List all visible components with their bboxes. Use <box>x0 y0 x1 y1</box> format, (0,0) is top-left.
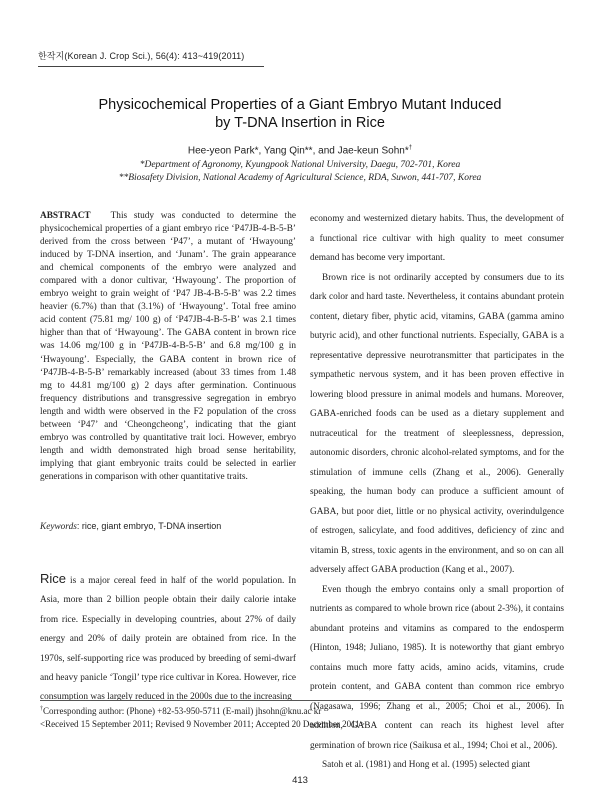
affiliation-2: **Biosafety Division, National Academy of Agricultural Science, RDA, Suwon, 441-707, Korea <box>118 173 482 183</box>
abstract-text: This study was conducted to determine the physicochemical properties of a giant embryo rice ‘P47JB-4-B-5-B’ derived from the cross between ‘P47’, a mutant of ‘Hwayoung’ induced by T-DNA insertion, and ‘Junam’. The grain appearance and chemical components of the embryo were analyzed and compared with a donor cultivar, ‘Hwayoung’. The proportion of embryo weight to grain weight of ‘P47 JB-4-B-5-B’ was 2.2 times heavier (6.7%) than that (3.1%) of ‘Hwayoung’. Total free amino acid content (75.81 mg/ 100 g) of ‘P47JB-4-B-5-B’ was 2.1 times higher than that of ‘Hwayoung’. The GABA content in brown rice was 14.06 mg/100 g in ‘P47JB-4-B-5-B’ and 6.8 mg/100 g in ‘Hwayoung’. Especially, the GABA content in brown rice of ‘P47JB-4-B-5-B’ remarkably increased (about 33 times from 1.48 mg to 44.81 mg/100 g) 2 days after germination. Continuous frequency distributions and transgressive segregation in embryo length and width were observed in the F2 population of the cross between ‘P47’ and ‘Cheongcheong’, indicating that the giant embryo was controlled by quantitative trait loci. However, embryo length and width demonstrated high broad sense heritability, implying that giant embryonic traits could be selected in earlier generations in comparison with other quantitative traits. <box>40 211 296 482</box>
affiliation-1: *Department of Agronomy, Kyungpook National University, Daegu, 702-701, Korea <box>139 160 461 170</box>
right-paragraph-2: Brown rice is not ordinarily accepted by consumers due to its dark color and hard taste. Nevertheless, it contains abundant protein content, dietary fiber, phytic acid, vitamins, GABA (gamma amino butyric acid), and other functional nutrients. Especially, GABA is a representative depressive neurotransmitter that participates in the sympathetic nervous system, and it has been proven effective in lowering blood pressure in animal models and humans. Moreover, GABA-enriched foods can be used as a dietary supplement and nutraceutical for the treatment of sleeplessness, depression, autonomic disorders, chronic alcohol-related symptoms, and for the stimulation of immune cells (Zhang et al., 2006). Generally speaking, the human body can produce a sufficient amount of GABA, but poor diet, little or no physical activity, overindulgence of estrogen, salicylate, and food additives, deficiency of zinc and vitamin B, stress, toxic agents in the environment, and so on can all adversely affect GABA production (Kang et al., 2007). <box>310 272 564 575</box>
intro-left-text: is a major cereal feed in half of the world population. In Asia, more than 2 billion people obtain their daily calorie intake from rice. Especially in developing countries, about 27% of daily energy and 20% of daily protein are obtained from rice. In the 1970s, self-supporting rice was produced by breeding of semi-dwarf and heavy panicle ‘Tongil’ type rice cultivar in Korea. However, rice consumption was largely reduced in the 2000s due to the increasing <box>40 576 297 703</box>
corresponding-mark: † <box>408 145 413 151</box>
footnote-corresponding-text: Corresponding author: (Phone) +82-53-950-5711 (E-mail) jhsohn@knu.ac kr <box>43 706 322 716</box>
introduction-left-column <box>40 569 296 708</box>
footnote-mark: † <box>40 706 43 712</box>
footnote-corresponding <box>40 706 321 716</box>
abstract-label: ABSTRACT <box>40 211 91 221</box>
right-paragraph-4: Satoh et al. (1981) and Hong et al. (1995) selected giant <box>322 760 531 770</box>
author-list <box>0 145 600 156</box>
page-number: 413 <box>292 775 308 786</box>
footnote-divider <box>40 700 562 701</box>
intro-first-word: Rice <box>40 571 67 586</box>
keywords-text: : rice, giant embryo, T-DNA insertion <box>76 521 222 531</box>
title-line-2: by T-DNA Insertion in Rice <box>215 115 385 131</box>
right-paragraph-3: Even though the embryo contains only a small proportion of nutrients as compared to whole brown rice (about 2-3%), it contains abundant proteins and vitamins as compared to the endosperm (Hinton, 1948; Juliano, 1985). It is noteworthy that giant embryo contains much more fatty acids, amino acids, vitamins, crude protein content, and GABA content than common rice embryo (Nagasawa, 1996; Zhang et al., 2005; Choi et al., 2006). In addition, GABA content can reach its highest level after germination of brown rice (Saikusa et al., 1994; Choi et al., 2006). <box>310 584 564 751</box>
footnote-received: <Received 15 September 2011; Revised 9 November 2011; Accepted 20 December 2011> <box>40 719 365 729</box>
paper-title <box>0 96 600 132</box>
keywords <box>40 521 296 532</box>
abstract <box>40 210 296 484</box>
introduction-right-column <box>310 210 564 776</box>
keywords-label: Keywords <box>40 522 77 532</box>
title-line-1: Physicochemical Properties of a Giant Embryo Mutant Induced <box>98 97 502 113</box>
right-paragraph-1: economy and westernized dietary habits. Thus, the development of a functional rice cultivar with high quality to meet consumer demand has become very important. <box>310 214 564 263</box>
journal-header: 한작지(Korean J. Crop Sci.), 56(4): 413~419(2011) <box>38 49 264 67</box>
authors-text: Hee-yeon Park*, Yang Qin**, and Jae-keun Sohn* <box>187 145 409 157</box>
